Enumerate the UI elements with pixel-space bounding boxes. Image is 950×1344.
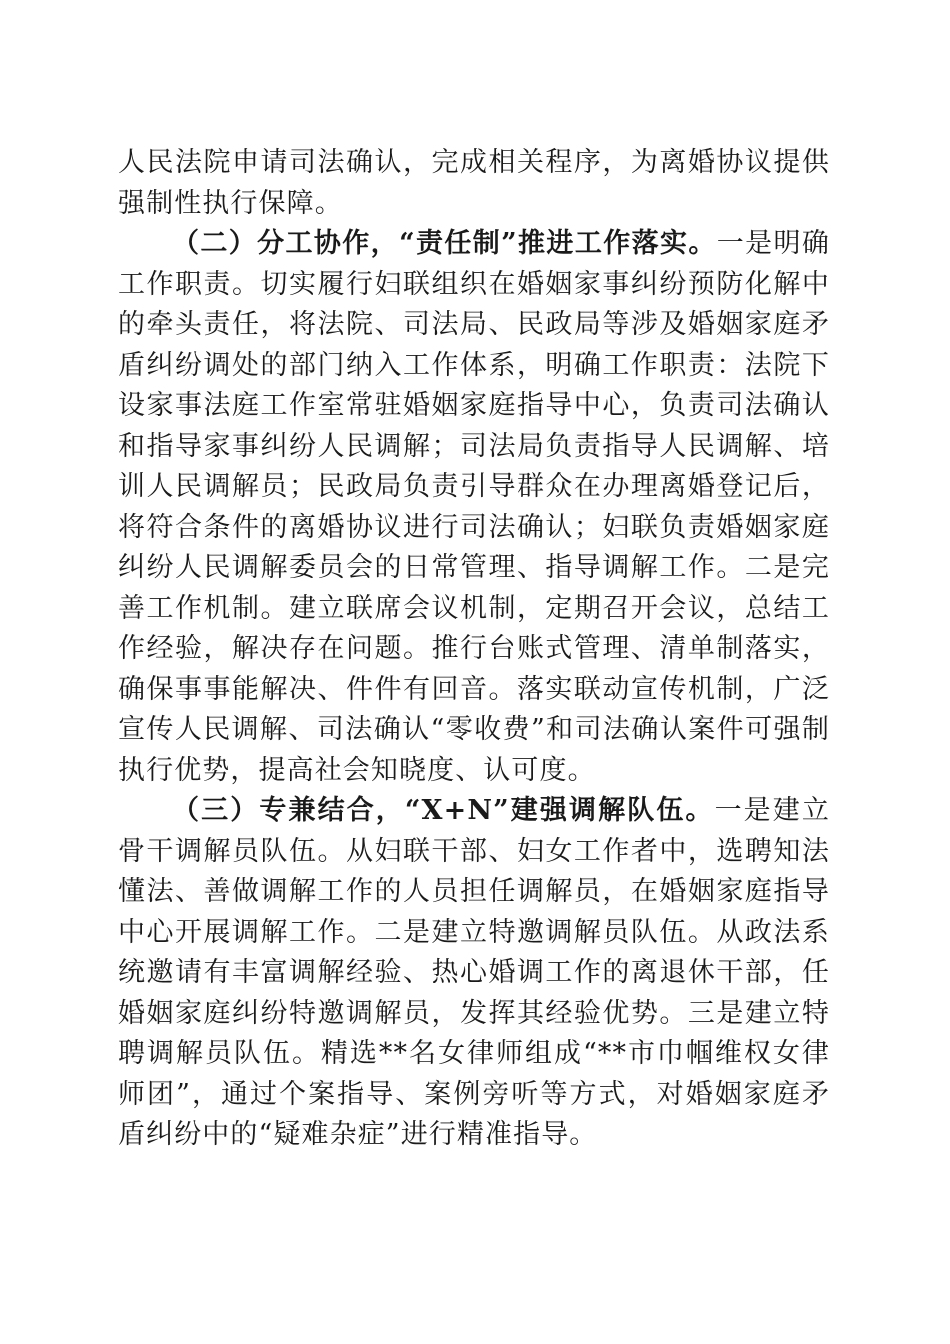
section-body: 一是建立骨干调解员队伍。从妇联干部、妇女工作者中，选聘知法懂法、善做调解工作的人员担任调解员，在婚姻家庭指导中心开展调解工作。二是建立特邀调解员队伍。从政法系统邀请有丰富调解经验、热心婚调工作的离退休干部，任婚姻家庭纠纷特邀调解员，发挥其经验优势。三是建立特聘调解员队伍。精选**名女律师组成“**市巾帼维权女律师团”，通过个案指导、案例旁听等方式，对婚姻家庭矛盾纠纷中的“疑难杂症”进行精准指导。 (118, 795, 831, 1150)
paragraph-text: 人民法院申请司法确认，完成相关程序，为离婚协议提供强制性执行保障。 (118, 147, 830, 219)
section-heading: （二）分工协作，“责任制”推进工作落实。 (172, 228, 717, 259)
paragraph-continuation (118, 143, 830, 224)
document-page (118, 143, 830, 1156)
section-body: 一是明确工作职责。切实履行妇联组织在婚姻家事纠纷预防化解中的牵头责任，将法院、司法局、民政局等涉及婚姻家庭矛盾纠纷调处的部门纳入工作体系，明确工作职责：法院下设家事法庭工作室常驻婚姻家庭指导中心，负责司法确认和指导家事纠纷人民调解；司法局负责指导人民调解、培训人民调解员；民政局负责引导群众在办理离婚登记后，将符合条件的离婚协议进行司法确认；妇联负责婚姻家庭纠纷人民调解委员会的日常管理、指导调解工作。二是完善工作机制。建立联席会议机制，定期召开会议，总结工作经验，解决存在问题。推行台账式管理、清单制落实，确保事事能解决、件件有回音。落实联动宣传机制，广泛宣传人民调解、司法确认“零收费”和司法确认案件可强制执行优势，提高社会知晓度、认可度。 (118, 228, 831, 786)
section-mediation-team (118, 791, 830, 1156)
section-division-of-labor (118, 224, 830, 791)
section-heading: （三）专兼结合，“X+N”建强调解队伍。 (172, 795, 715, 826)
